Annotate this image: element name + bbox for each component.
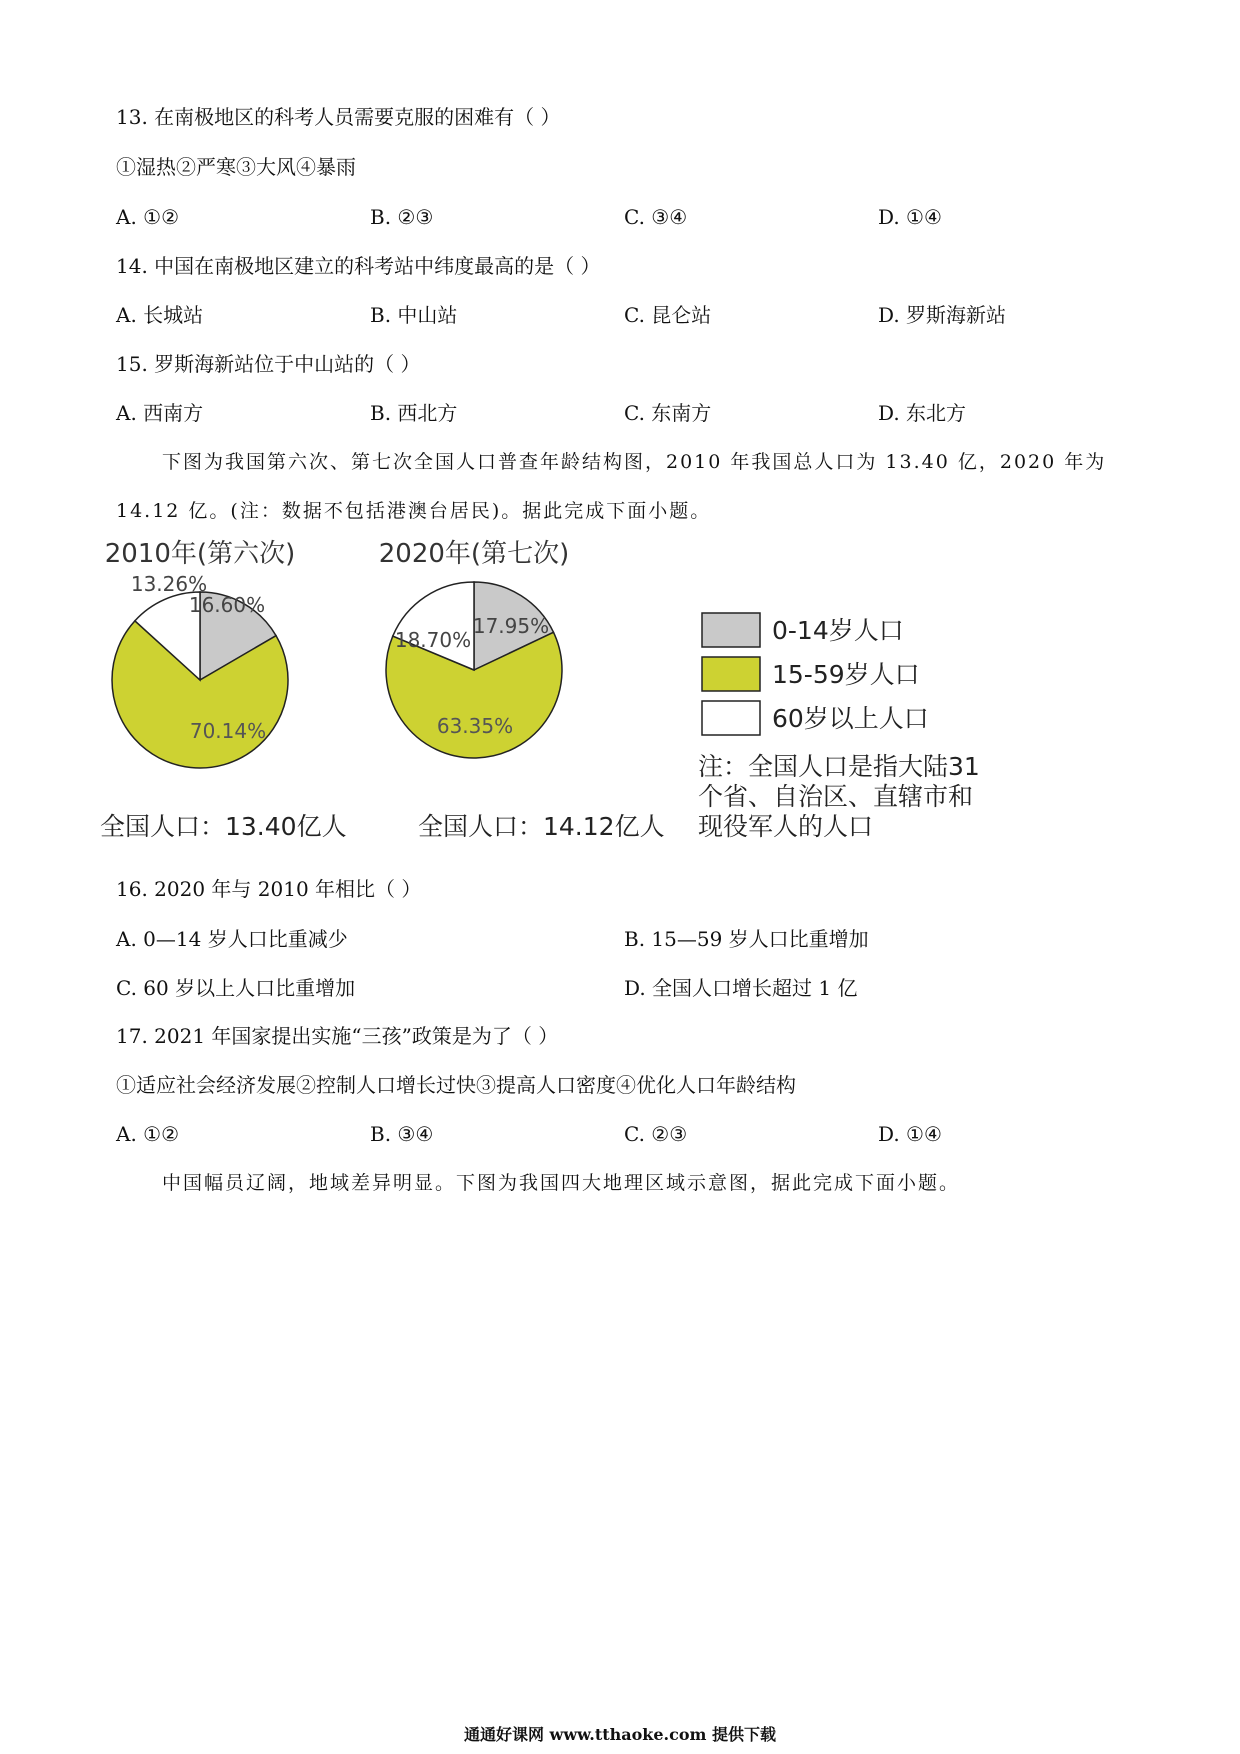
q17-option-a: A. ①② [116, 1122, 180, 1146]
legend-label-0-14: 0-14岁人口 [772, 616, 904, 645]
legend-swatch-15-59 [702, 657, 760, 691]
q17-items: ①适应社会经济发展②控制人口增长过快③提高人口密度④优化人口年龄结构 [116, 1073, 796, 1097]
pie-2020-label-0-14: 17.95% [472, 614, 550, 638]
q13-option-c: C. ③④ [624, 205, 688, 229]
intro2-line: 中国幅员辽阔，地域差异明显。下图为我国四大地理区域示意图，据此完成下面小题。 [162, 1172, 961, 1194]
pie-2020-title: 2020年(第七次) [378, 539, 570, 569]
q17-option-d: D. ①④ [878, 1122, 942, 1146]
q15-option-a: A. 西南方 [116, 401, 204, 425]
legend-swatch-60plus [702, 701, 760, 735]
q16-option-b: B. 15—59 岁人口比重增加 [624, 927, 869, 951]
q15-option-b: B. 西北方 [370, 401, 458, 425]
q14-option-a: A. 长城站 [116, 303, 204, 327]
q15-option-d: D. 东北方 [878, 401, 967, 425]
q14-stem: 14. 中国在南极地区建立的科考站中纬度最高的是（ ） [116, 254, 601, 278]
legend-label-15-59: 15-59岁人口 [772, 660, 920, 689]
legend-label-60plus: 60岁以上人口 [772, 704, 929, 733]
q15-option-c: C. 东南方 [624, 401, 712, 425]
q13-stem: 13. 在南极地区的科考人员需要克服的困难有（ ） [116, 105, 561, 129]
q16-option-d: D. 全国人口增长超过 1 亿 [624, 976, 858, 1000]
pie-2020-label-15-59: 63.35% [436, 714, 514, 738]
pie-2010-caption: 全国人口：13.40亿人 [100, 812, 347, 841]
legend-note-line-2: 个省、自治区、直辖市和 [698, 782, 974, 811]
chart-legend [698, 613, 980, 841]
pie-2010-label-0-14: 16.60% [188, 593, 266, 617]
q13-option-a: A. ①② [116, 205, 180, 229]
q13-option-b: B. ②③ [370, 205, 434, 229]
pie-2020-caption: 全国人口：14.12亿人 [418, 812, 665, 841]
pie-chart-2020 [379, 539, 665, 841]
pie-chart-2010 [100, 539, 347, 841]
q17-stem: 17. 2021 年国家提出实施“三孩”政策是为了（ ） [116, 1024, 559, 1048]
intro1-line1: 下图为我国第六次、第七次全国人口普查年龄结构图，2010 年我国总人口为 13.40 亿，2020 年为 [162, 451, 1107, 473]
intro1-line2: 14.12 亿。(注：数据不包括港澳台居民)。据此完成下面小题。 [116, 500, 712, 522]
q16-option-c: C. 60 岁以上人口比重增加 [116, 976, 356, 1000]
q13-items: ①湿热②严寒③大风④暴雨 [116, 155, 356, 179]
pie-2010-title: 2010年(第六次) [104, 539, 296, 569]
legend-note-line-1: 注：全国人口是指大陆31 [698, 752, 980, 781]
q16-option-a: A. 0—14 岁人口比重减少 [116, 927, 348, 951]
q14-option-c: C. 昆仑站 [624, 303, 712, 327]
q16-stem: 16. 2020 年与 2010 年相比（ ） [116, 877, 422, 901]
pie-2010-label-60plus: 13.26% [130, 572, 208, 596]
page-footer: 通通好课网 www.tthaoke.com 提供下载 [463, 1725, 777, 1744]
legend-note-line-3: 现役军人的人口 [698, 812, 874, 841]
q14-option-d: D. 罗斯海新站 [878, 303, 1007, 327]
q13-option-d: D. ①④ [878, 205, 942, 229]
q17-option-c: C. ②③ [624, 1122, 688, 1146]
population-age-figure [100, 535, 1000, 865]
pie-2010-label-15-59: 70.14% [189, 719, 267, 743]
legend-swatch-0-14 [702, 613, 760, 647]
q17-option-b: B. ③④ [370, 1122, 434, 1146]
pie-2020-label-60plus: 18.70% [394, 628, 472, 652]
q15-stem: 15. 罗斯海新站位于中山站的（ ） [116, 352, 421, 376]
q14-option-b: B. 中山站 [370, 303, 458, 327]
